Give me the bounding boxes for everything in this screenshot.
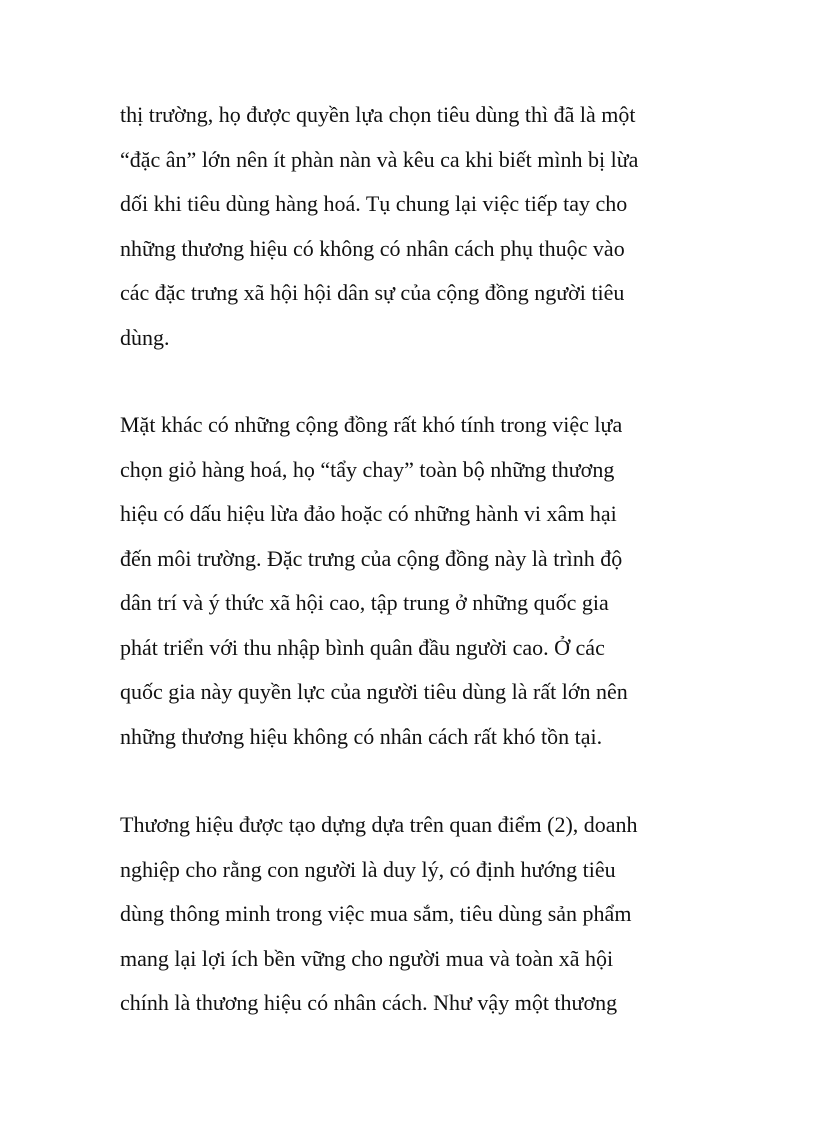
text-line: chính là thương hiệu có nhân cách. Như vậy một thương — [120, 990, 618, 1015]
text-line: “đặc ân” lớn nên ít phàn nàn và kêu ca khi biết mình bị lừa — [120, 146, 639, 172]
text-line: hiệu có dấu hiệu lừa đảo hoặc có những hành vi xâm hại — [120, 501, 617, 526]
text-line: đến môi trường. Đặc trưng của cộng đồng này là trình độ — [120, 545, 623, 571]
text-line: dối khi tiêu dùng hàng hoá. Tụ chung lại việc tiếp tay cho — [120, 191, 628, 216]
text-line: Mặt khác có những cộng đồng rất khó tính trong việc lựa — [120, 412, 623, 437]
text-line: các đặc trưng xã hội hội dân sự của cộng đồng người tiêu — [120, 280, 625, 305]
text-line: những thương hiệu không có nhân cách rất khó tồn tại. — [120, 723, 603, 749]
text-line: những thương hiệu có không có nhân cách phụ thuộc vào — [120, 235, 625, 261]
text-line: chọn giỏ hàng hoá, họ “tẩy chay” toàn bộ những thương — [120, 456, 615, 482]
text-line: phát triển với thu nhập bình quân đầu người cao. Ở các — [120, 634, 605, 660]
text-line: dân trí và ý thức xã hội cao, tập trung ở những quốc gia — [120, 590, 609, 615]
text-line: mang lại lợi ích bền vững cho người mua và toàn xã hội — [120, 945, 614, 971]
text-line: Thương hiệu được tạo dựng dựa trên quan điểm (2), doanh — [120, 812, 638, 837]
text-line: thị trường, họ được quyền lựa chọn tiêu dùng thì đã là một — [120, 102, 636, 127]
text-line: dùng. — [120, 324, 170, 350]
text-line: quốc gia này quyền lực của người tiêu dùng là rất lớn nên — [120, 679, 628, 704]
paragraph-3 — [120, 803, 720, 1026]
text-line: nghiệp cho rằng con người là duy lý, có định hướng tiêu — [120, 856, 616, 882]
paragraph-1 — [120, 93, 720, 360]
paragraph-2 — [120, 403, 720, 759]
text-line: dùng thông minh trong việc mua sắm, tiêu dùng sản phẩm — [120, 901, 632, 926]
